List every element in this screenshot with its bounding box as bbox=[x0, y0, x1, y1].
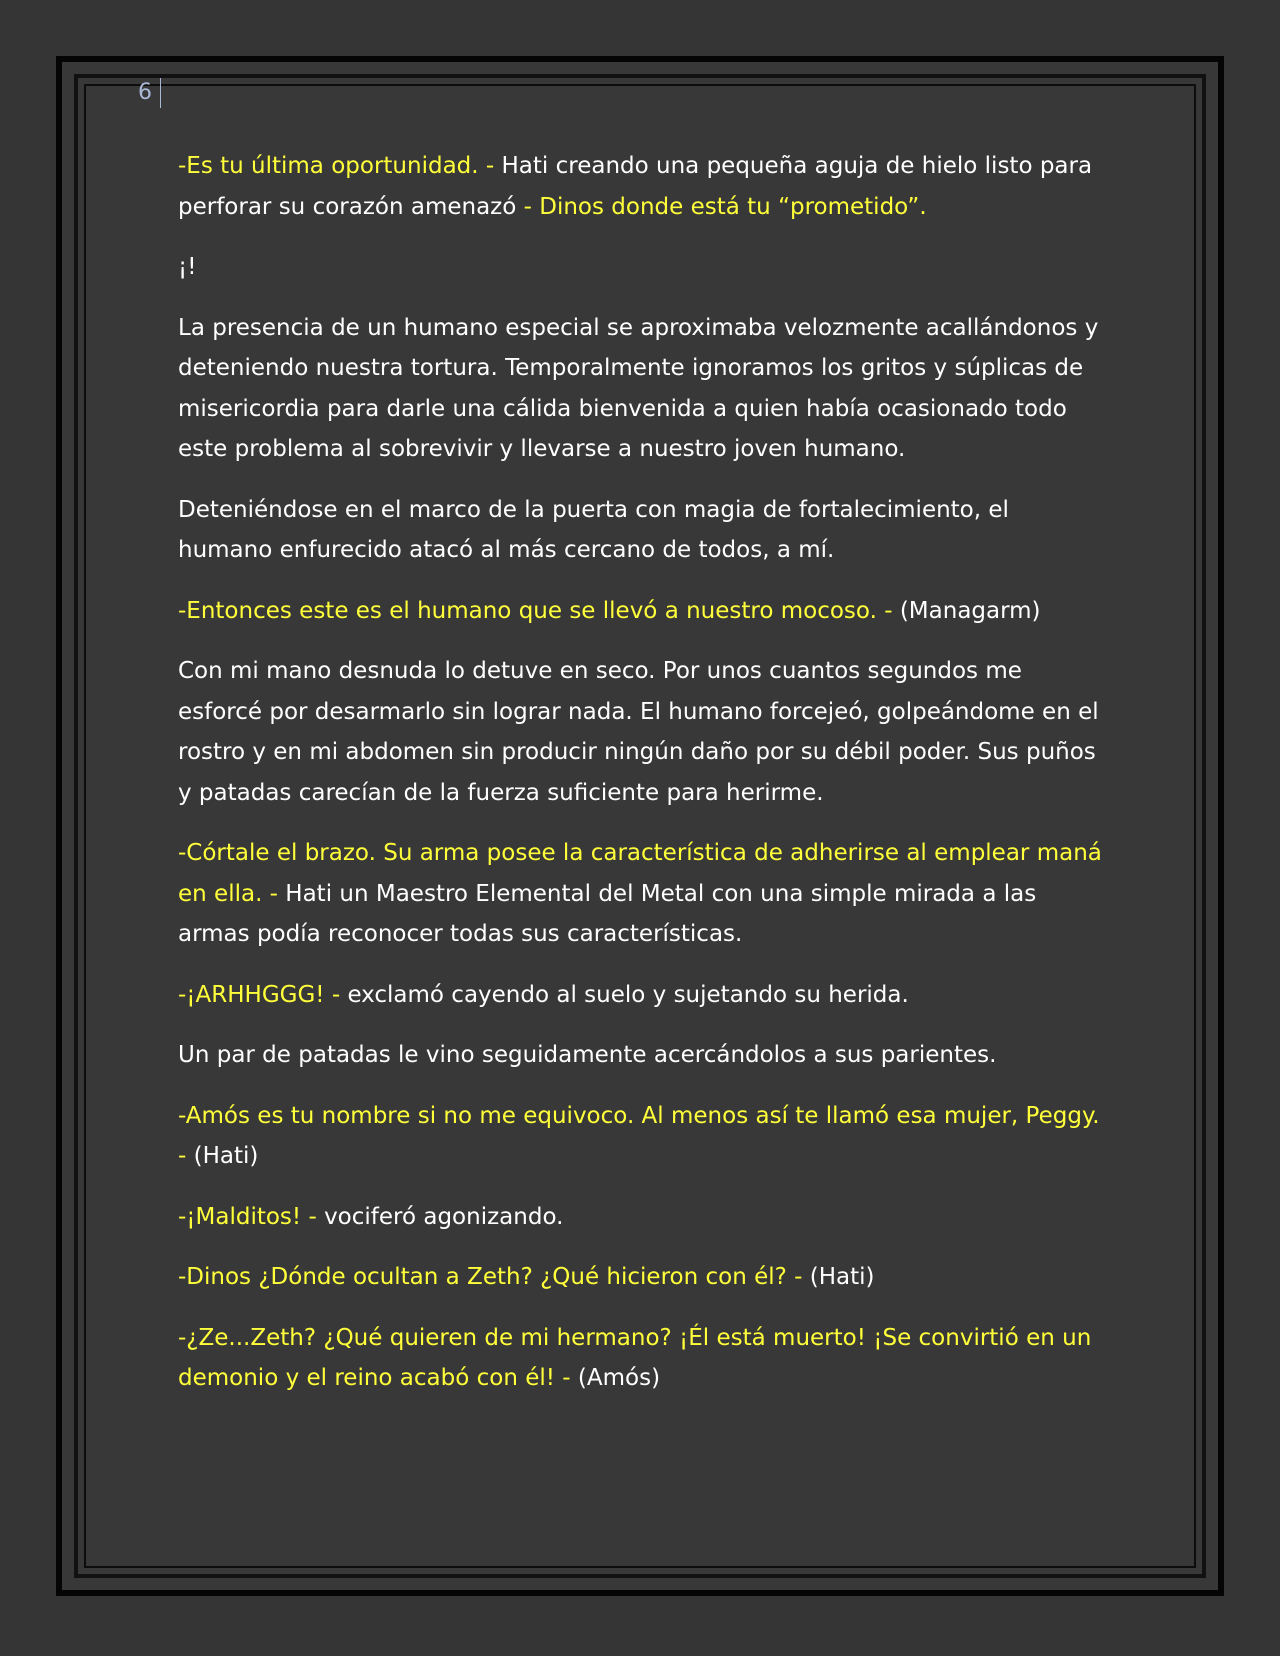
narration-text: Un par de patadas le vino seguidamente acercándolos a sus parientes. bbox=[178, 1042, 997, 1068]
dialogue-text: -Dinos ¿Dónde ocultan a Zeth? ¿Qué hicieron con él? - bbox=[178, 1264, 810, 1290]
paragraph bbox=[178, 833, 1108, 955]
narration-text: Con mi mano desnuda lo detuve en seco. Por unos cuantos segundos me esforcé por desarmarlo sin lograr nada. El humano forcejeó, golpeándome en el rostro y en mi abdomen sin producir ningún daño por su débil poder. Sus puños y patadas carecían de la fuerza suficiente para herirme. bbox=[178, 658, 1099, 806]
narration-text: ¡! bbox=[178, 254, 197, 280]
dialogue-text: - Dinos donde está tu “prometido”. bbox=[523, 193, 927, 220]
paragraph bbox=[178, 1318, 1108, 1399]
dialogue-text: -Córtale el brazo. Su arma posee la característica de adherirse al emplear maná en ella. - bbox=[178, 840, 1102, 907]
narration-text: (Managarm) bbox=[899, 597, 1041, 624]
dialogue-text: -Entonces este es el humano que se llevó a nuestro mocoso. - bbox=[178, 597, 900, 624]
narration-text: vociferó agonizando. bbox=[324, 1203, 564, 1230]
narration-text: Hati un Maestro Elemental del Metal con una simple mirada a las armas podía reconocer todas sus características. bbox=[178, 880, 1037, 947]
page-number: 6 bbox=[138, 78, 161, 108]
paragraph bbox=[178, 1197, 1108, 1238]
dialogue-text: -Amós es tu nombre si no me equivoco. Al menos así te llamó esa mujer, Peggy. - bbox=[178, 1102, 1100, 1169]
paragraph bbox=[178, 651, 1108, 813]
paragraph bbox=[178, 308, 1108, 470]
dialogue-text: -Es tu última oportunidad. - bbox=[178, 153, 502, 179]
narration-text: (Amós) bbox=[577, 1365, 661, 1391]
narration-text: exclamó cayendo al suelo y sujetando su herida. bbox=[347, 981, 909, 1008]
paragraph bbox=[178, 146, 1108, 227]
narration-text: (Hati) bbox=[193, 1143, 259, 1169]
paragraph bbox=[178, 247, 1108, 288]
paragraph bbox=[178, 591, 1108, 632]
paragraph bbox=[178, 1096, 1108, 1177]
narration-text: (Hati) bbox=[809, 1264, 875, 1290]
narration-text: Deteniéndose en el marco de la puerta con magia de fortalecimiento, el humano enfurecido atacó al más cercano de todos, a mí. bbox=[178, 496, 1009, 563]
text-body bbox=[178, 146, 1108, 1419]
narration-text: La presencia de un humano especial se aproximaba velozmente acallándonos y deteniendo nuestra tortura. Temporalmente ignoramos los gritos y súplicas de misericordia para darle una cálida bienvenida a quien había ocasionado todo este problema al sobrevivir y llevarse a nuestro joven humano. bbox=[178, 314, 1099, 462]
paragraph bbox=[178, 1257, 1108, 1298]
paragraph bbox=[178, 490, 1108, 571]
narration-text: Hati creando una pequeña aguja de hielo listo para perforar su corazón amenazó bbox=[178, 153, 1093, 220]
dialogue-text: -¡ARHHGGG! - bbox=[178, 981, 348, 1008]
paragraph bbox=[178, 1035, 1108, 1076]
paragraph bbox=[178, 975, 1108, 1016]
dialogue-text: -¿Ze...Zeth? ¿Qué quieren de mi hermano? ¡Él está muerto! ¡Se convirtió en un demonio y el reino acabó con él! - bbox=[178, 1324, 1092, 1391]
dialogue-text: -¡Malditos! - bbox=[178, 1203, 325, 1230]
